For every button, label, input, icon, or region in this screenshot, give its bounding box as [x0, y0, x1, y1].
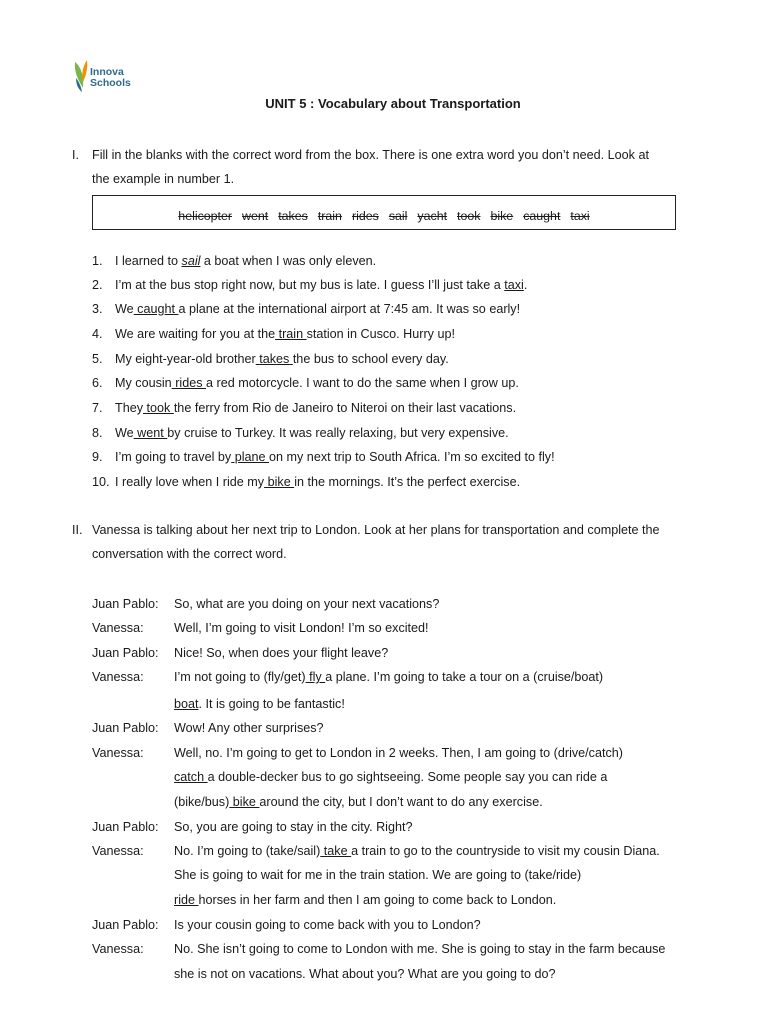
section-2-instructions-cont: conversation with the correct word.: [92, 547, 287, 561]
filled-answer: plane: [231, 450, 270, 464]
item-number: 3.: [92, 302, 103, 316]
item-text: a boat when I was only eleven.: [200, 254, 377, 268]
dialogue-text: Well, no. I’m going to get to London in 2 weeks. Then, I am going to (drive/catch): [174, 746, 623, 760]
word-bank-item: caught: [523, 209, 561, 223]
speaker-name: Juan Pablo:: [92, 597, 159, 611]
item-text: a red motorcycle. I want to do the same when I grow up.: [206, 376, 519, 390]
filled-answer: taxi: [504, 278, 524, 292]
item-text: I’m at the bus stop right now, but my bus is late. I guess I’ll just take a: [115, 278, 505, 292]
dialogue-line: [174, 967, 556, 981]
filled-answer: catch: [174, 770, 208, 784]
word-bank-item: bike: [490, 209, 514, 223]
dialogue-text: (bike/bus): [174, 795, 230, 809]
dialogue-line: [174, 844, 660, 858]
exercise-item: [115, 376, 519, 390]
dialogue-line: [174, 868, 581, 882]
filled-answer: train: [275, 327, 307, 341]
item-text: I’m going to travel by: [115, 450, 232, 464]
dialogue-text: horses in her farm and then I am going to come back to London.: [198, 893, 557, 907]
word-bank-item: sail: [388, 209, 408, 223]
item-number: 5.: [92, 352, 103, 366]
exercise-item: [115, 426, 509, 440]
item-text: the ferry from Rio de Janeiro to Niteroi on their last vacations.: [173, 401, 517, 415]
dialogue-line: [174, 621, 429, 635]
dialogue-text: around the city, but I don’t want to do any exercise.: [259, 795, 543, 809]
dialogue-text: So, what are you doing on your next vacations?: [174, 597, 440, 611]
item-text: the bus to school every day.: [292, 352, 449, 366]
exercise-item: [115, 401, 516, 415]
section-2-number: II.: [72, 523, 83, 537]
dialogue-line: [174, 721, 324, 735]
section-1-instructions-cont: the example in number 1.: [92, 172, 235, 186]
word-bank-item: yacht: [417, 209, 448, 223]
filled-answer: sail: [181, 254, 201, 268]
item-text: in the mornings. It’s the perfect exercise.: [294, 475, 521, 489]
section-2-instructions: Vanessa is talking about her next trip to London. Look at her plans for transportation and complete the: [92, 523, 660, 537]
filled-answer: bike: [264, 475, 295, 489]
dialogue-line: [174, 770, 607, 784]
logo-wordmark: Innova Schools: [90, 66, 131, 89]
dialogue-text: Nice! So, when does your flight leave?: [174, 646, 389, 660]
filled-answer: went: [133, 426, 168, 440]
speaker-name: Juan Pablo:: [92, 820, 159, 834]
section-1-number: I.: [72, 148, 79, 162]
school-logo: [72, 58, 162, 98]
speaker-name: Juan Pablo:: [92, 918, 159, 932]
item-number: 6.: [92, 376, 103, 390]
filled-answer: caught: [133, 302, 179, 316]
dialogue-line: [174, 646, 388, 660]
item-text: a plane at the international airport at 7:45 am. It was so early!: [178, 302, 521, 316]
speaker-name: Juan Pablo:: [92, 646, 159, 660]
dialogue-text: a train to go to the countryside to visit my cousin Diana.: [351, 844, 660, 858]
item-number: 2.: [92, 278, 103, 292]
dialogue-line: [174, 795, 543, 809]
item-number: 10.: [92, 475, 110, 489]
dialogue-line: [174, 746, 623, 760]
filled-answer: fly: [305, 670, 326, 684]
word-bank-item: takes: [278, 209, 308, 223]
filled-answer: boat: [174, 697, 199, 711]
dialogue-text: she is not on vacations. What about you? What are you going to do?: [174, 967, 556, 981]
item-text: My cousin: [115, 376, 172, 390]
word-bank-item: helicopter: [178, 209, 233, 223]
filled-answer: rides: [171, 376, 206, 390]
item-number: 4.: [92, 327, 103, 341]
item-text: station in Cusco. Hurry up!: [306, 327, 455, 341]
word-bank-item: went: [242, 209, 269, 223]
word-bank-item: train: [317, 209, 342, 223]
item-text: We: [115, 426, 134, 440]
dialogue-line: [174, 893, 556, 907]
section-1-instructions: Fill in the blanks with the correct word from the box. There is one extra word you don’t need. Look at: [92, 148, 649, 162]
exercise-item: [115, 475, 520, 489]
filled-answer: took: [143, 401, 174, 415]
exercise-item: [115, 302, 520, 316]
speaker-name: Vanessa:: [92, 621, 144, 635]
page-title: UNIT 5 : Vocabulary about Transportation: [265, 96, 521, 111]
item-text: My eight-year-old brother: [115, 352, 256, 366]
item-text: We are waiting for you at the: [115, 327, 276, 341]
dialogue-line: [174, 697, 345, 711]
dialogue-text: I’m not going to (fly/get): [174, 670, 306, 684]
item-text: They: [115, 401, 143, 415]
item-number: 7.: [92, 401, 103, 415]
dialogue-text: Wow! Any other surprises?: [174, 721, 324, 735]
dialogue-text: No. I’m going to (take/sail): [174, 844, 321, 858]
speaker-name: Vanessa:: [92, 942, 144, 956]
item-number: 8.: [92, 426, 103, 440]
speaker-name: Juan Pablo:: [92, 721, 159, 735]
leaf-logo-icon: [72, 58, 90, 94]
item-text: I learned to: [115, 254, 182, 268]
dialogue-text: a plane. I’m going to take a tour on a (cruise/boat): [325, 670, 604, 684]
dialogue-text: a double-decker bus to go sightseeing. Some people say you can ride a: [207, 770, 608, 784]
word-bank-item: rides: [351, 209, 379, 223]
item-text: I really love when I ride my: [115, 475, 265, 489]
filled-answer: takes: [255, 352, 293, 366]
dialogue-text: No. She isn’t going to come to London with me. She is going to stay in the farm because: [174, 942, 666, 956]
dialogue-text: . It is going to be fantastic!: [198, 697, 345, 711]
filled-answer: bike: [229, 795, 260, 809]
filled-answer: take: [320, 844, 352, 858]
speaker-name: Vanessa:: [92, 670, 144, 684]
dialogue-line: [174, 670, 603, 684]
dialogue-text: Is your cousin going to come back with you to London?: [174, 918, 481, 932]
word-bank-item: taxi: [570, 209, 590, 223]
word-bank-item: took: [457, 209, 481, 223]
exercise-item: [115, 327, 455, 341]
item-text: We: [115, 302, 134, 316]
speaker-name: Vanessa:: [92, 844, 144, 858]
dialogue-line: [174, 918, 481, 932]
item-text: by cruise to Turkey. It was really relaxing, but very expensive.: [167, 426, 509, 440]
item-number: 9.: [92, 450, 103, 464]
filled-answer: ride: [174, 893, 199, 907]
item-text: on my next trip to South Africa. I’m so excited to fly!: [269, 450, 555, 464]
item-text: .: [523, 278, 528, 292]
dialogue-text: So, you are going to stay in the city. Right?: [174, 820, 413, 834]
exercise-item: [115, 352, 449, 366]
dialogue-text: Well, I’m going to visit London! I’m so excited!: [174, 621, 429, 635]
dialogue-line: [174, 597, 439, 611]
speaker-name: Vanessa:: [92, 746, 144, 760]
dialogue-line: [174, 820, 412, 834]
word-bank-box: [92, 195, 676, 230]
item-number: 1.: [92, 254, 103, 268]
exercise-item: [115, 254, 376, 268]
dialogue-line: [174, 942, 665, 956]
dialogue-text: She is going to wait for me in the train station. We are going to (take/ride): [174, 868, 582, 882]
exercise-item: [115, 278, 527, 292]
exercise-item: [115, 450, 555, 464]
word-bank: [93, 209, 675, 223]
